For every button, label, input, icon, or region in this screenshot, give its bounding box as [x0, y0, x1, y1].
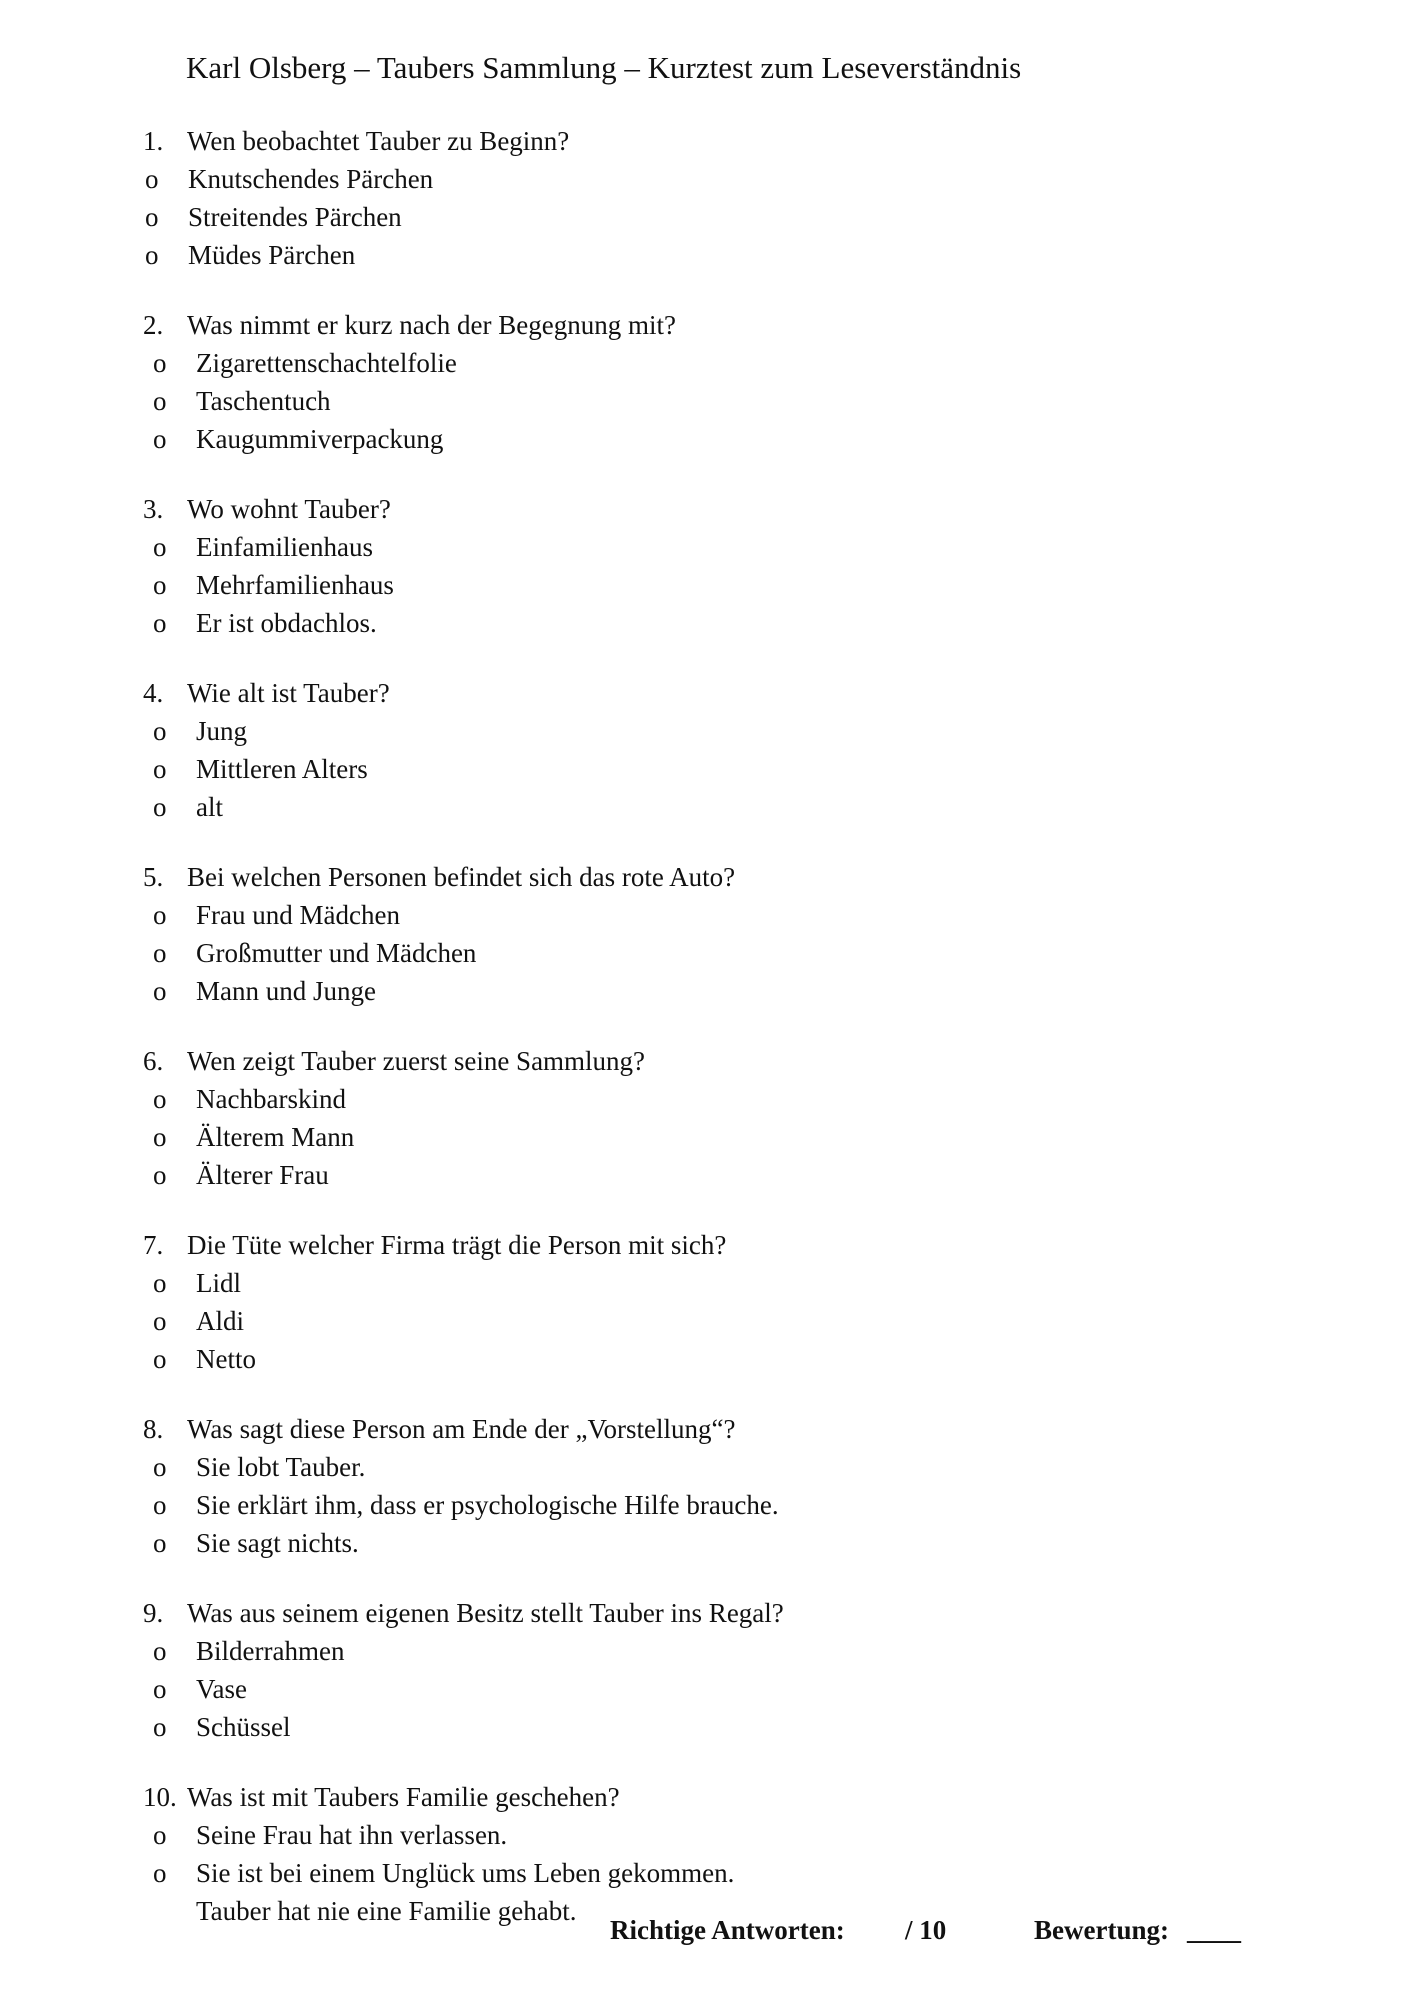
- option-bullet-icon[interactable]: o: [145, 202, 159, 232]
- option-bullet-icon[interactable]: o: [153, 1528, 167, 1558]
- option-text: Müdes Pärchen: [188, 240, 356, 270]
- answer-option[interactable]: [0, 1490, 1000, 1528]
- correct-answers-label: Richtige Antworten:: [610, 1915, 845, 1945]
- answer-option[interactable]: [0, 532, 1000, 570]
- answer-option[interactable]: [0, 976, 1000, 1014]
- option-text: Nachbarskind: [196, 1084, 346, 1114]
- option-text: Sie lobt Tauber.: [196, 1452, 366, 1482]
- option-text: Einfamilienhaus: [196, 532, 373, 562]
- answer-option[interactable]: [0, 386, 1000, 424]
- answer-option[interactable]: [0, 1712, 1000, 1750]
- option-text: Sie sagt nichts.: [196, 1528, 359, 1558]
- question-line: [143, 310, 676, 341]
- question-text: Wen zeigt Tauber zuerst seine Sammlung?: [187, 1046, 646, 1076]
- option-text: Aldi: [196, 1306, 245, 1336]
- answer-option[interactable]: [0, 1896, 1000, 1934]
- option-bullet-icon[interactable]: o: [153, 754, 167, 784]
- option-bullet-icon[interactable]: o: [153, 1268, 167, 1298]
- option-text: Knutschendes Pärchen: [188, 164, 434, 194]
- question-text: Die Tüte welcher Firma trägt die Person mit sich?: [187, 1230, 727, 1260]
- question-number: 2.: [143, 310, 164, 340]
- answer-option[interactable]: [0, 754, 1000, 792]
- question-number: 9.: [143, 1598, 164, 1628]
- question-number: 1.: [143, 126, 164, 156]
- answer-option[interactable]: [0, 1858, 1000, 1896]
- option-text: Mann und Junge: [196, 976, 376, 1006]
- option-bullet-icon[interactable]: o: [153, 976, 167, 1006]
- question-line: [143, 126, 569, 157]
- option-text: Jung: [196, 716, 248, 746]
- option-bullet-icon[interactable]: o: [153, 1674, 167, 1704]
- answer-option[interactable]: [0, 570, 1000, 608]
- option-text: Er ist obdachlos.: [196, 608, 377, 638]
- option-text: Großmutter und Mädchen: [196, 938, 477, 968]
- question-line: [143, 1414, 735, 1445]
- question-text: Was aus seinem eigenen Besitz stellt Tauber ins Regal?: [187, 1598, 784, 1628]
- option-bullet-icon[interactable]: o: [153, 424, 167, 454]
- answer-option[interactable]: [0, 164, 1000, 202]
- option-bullet-icon[interactable]: o: [153, 608, 167, 638]
- answer-option[interactable]: [0, 900, 1000, 938]
- answer-option[interactable]: [0, 1452, 1000, 1490]
- question-line: [143, 494, 391, 525]
- question-line: [143, 1230, 726, 1261]
- answer-option[interactable]: [0, 792, 1000, 830]
- answer-option[interactable]: [0, 608, 1000, 646]
- answer-option[interactable]: [0, 424, 1000, 462]
- option-text: alt: [196, 792, 223, 822]
- question-number: 10.: [143, 1782, 177, 1812]
- question-text: Was ist mit Taubers Familie geschehen?: [187, 1782, 620, 1812]
- question-number: 8.: [143, 1414, 164, 1444]
- answer-option[interactable]: [0, 1636, 1000, 1674]
- question-number: 7.: [143, 1230, 164, 1260]
- option-text: Netto: [196, 1344, 256, 1374]
- option-bullet-icon[interactable]: o: [153, 1122, 167, 1152]
- answer-option[interactable]: [0, 1160, 1000, 1198]
- option-bullet-icon[interactable]: o: [153, 1820, 167, 1850]
- page-title: Karl Olsberg – Taubers Sammlung – Kurztest zum Leseverständnis: [186, 50, 1022, 85]
- option-bullet-icon[interactable]: o: [153, 532, 167, 562]
- question-text: Wo wohnt Tauber?: [187, 494, 391, 524]
- question-text: Was nimmt er kurz nach der Begegnung mit?: [187, 310, 676, 340]
- option-text: Tauber hat nie eine Familie gehabt.: [196, 1896, 577, 1926]
- answer-option[interactable]: [0, 1674, 1000, 1712]
- rating-blank: ____: [1187, 1915, 1241, 1945]
- question-line: [143, 1046, 645, 1077]
- answer-option[interactable]: [0, 1122, 1000, 1160]
- option-text: Lidl: [196, 1268, 241, 1298]
- question-text: Bei welchen Personen befindet sich das rote Auto?: [187, 862, 736, 892]
- option-bullet-icon[interactable]: o: [153, 1344, 167, 1374]
- question-line: [143, 862, 735, 893]
- question-number: 5.: [143, 862, 164, 892]
- option-text: Vase: [196, 1674, 247, 1704]
- answer-option[interactable]: [0, 240, 1000, 278]
- question-text: Wen beobachtet Tauber zu Beginn?: [187, 126, 570, 156]
- option-text: Älterer Frau: [196, 1160, 329, 1190]
- option-text: Seine Frau hat ihn verlassen.: [196, 1820, 508, 1850]
- option-text: Sie erklärt ihm, dass er psychologische Hilfe brauche.: [196, 1490, 779, 1520]
- option-bullet-icon[interactable]: o: [153, 1452, 167, 1482]
- option-bullet-icon[interactable]: o: [153, 1636, 167, 1666]
- option-bullet-icon[interactable]: o: [153, 716, 167, 746]
- option-text: Taschentuch: [196, 386, 331, 416]
- option-bullet-icon[interactable]: o: [153, 792, 167, 822]
- option-bullet-icon[interactable]: o: [153, 1160, 167, 1190]
- answer-option[interactable]: [0, 1306, 1000, 1344]
- question-text: Was sagt diese Person am Ende der „Vorstellung“?: [187, 1414, 736, 1444]
- option-bullet-icon[interactable]: o: [145, 164, 159, 194]
- option-text: Frau und Mädchen: [196, 900, 400, 930]
- option-bullet-icon[interactable]: o: [153, 1712, 167, 1742]
- option-text: Schüssel: [196, 1712, 291, 1742]
- option-text: Sie ist bei einem Unglück ums Leben gekommen.: [196, 1858, 735, 1888]
- question-line: [143, 1782, 620, 1813]
- option-bullet-icon[interactable]: o: [153, 938, 167, 968]
- answer-option[interactable]: [0, 938, 1000, 976]
- option-text: Streitendes Pärchen: [188, 202, 402, 232]
- correct-answers-value: / 10: [905, 1915, 947, 1945]
- answer-option[interactable]: [0, 1084, 1000, 1122]
- question-line: [143, 678, 390, 709]
- answer-option[interactable]: [0, 1344, 1000, 1382]
- answer-option[interactable]: [0, 1268, 1000, 1306]
- option-bullet-icon[interactable]: o: [153, 386, 167, 416]
- question-line: [143, 1598, 784, 1629]
- answer-option[interactable]: [0, 716, 1000, 754]
- option-bullet-icon[interactable]: o: [153, 1084, 167, 1114]
- question-number: 6.: [143, 1046, 164, 1076]
- answer-option[interactable]: [0, 1820, 1000, 1858]
- option-bullet-icon[interactable]: o: [153, 1858, 167, 1888]
- option-bullet-icon[interactable]: o: [153, 1306, 167, 1336]
- option-bullet-icon[interactable]: o: [153, 570, 167, 600]
- answer-option[interactable]: [0, 202, 1000, 240]
- question-number: 4.: [143, 678, 164, 708]
- option-bullet-icon[interactable]: o: [153, 348, 167, 378]
- option-text: Mehrfamilienhaus: [196, 570, 394, 600]
- question-number: 3.: [143, 494, 164, 524]
- option-bullet-icon[interactable]: o: [145, 240, 159, 270]
- option-text: Kaugummiverpackung: [196, 424, 444, 454]
- option-bullet-icon[interactable]: o: [153, 1490, 167, 1520]
- option-text: Zigarettenschachtelfolie: [196, 348, 457, 378]
- option-text: Älterem Mann: [196, 1122, 355, 1152]
- rating-label: Bewertung:: [1034, 1915, 1169, 1945]
- question-text: Wie alt ist Tauber?: [187, 678, 390, 708]
- answer-option[interactable]: [0, 348, 1000, 386]
- option-bullet-icon[interactable]: o: [153, 900, 167, 930]
- option-text: Mittleren Alters: [196, 754, 368, 784]
- option-text: Bilderrahmen: [196, 1636, 345, 1666]
- answer-option[interactable]: [0, 1528, 1000, 1566]
